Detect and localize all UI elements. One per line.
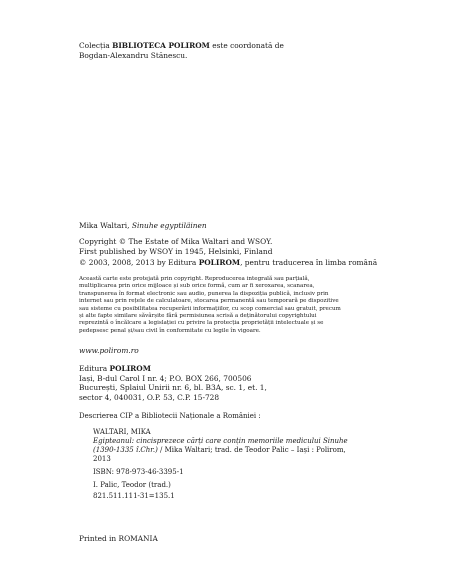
publisher-name: Editura POLIROM [79,364,151,373]
publisher-block [79,364,399,402]
legal-line: sau sisteme cu posibilitatea recuperării informațiilor, cu scop comercial sau gratuit, precum [79,305,341,312]
legal-notice [79,276,395,335]
website [79,346,399,356]
cip-heading: Descrierea CIP a Bibliotecii Naționale a României : [79,412,261,420]
cip-author: WALTARI, MIKA [93,428,151,436]
legal-line: reprezintă o încălcare a legislației cu privire la protecția proprietății intelectuale și se [79,320,324,327]
publisher-address-2: București, Splaiul Unirii nr. 6, bl. B3A, sc. 1, et. 1, [79,383,267,393]
publisher-address-3: sector 4, 040031, O.P. 53, C.P. 15-728 [79,392,220,402]
cip-classification: 821.511.111-31=135.1 [93,492,175,500]
website-url: www.polirom.ro [79,346,139,355]
copyright-line-3: © 2003, 2008, 2013 by Editura POLIROM, pentru traducerea în limba română [79,258,378,268]
publisher-address-1: Iași, B-dul Carol I nr. 4; P.O. BOX 266, 700506 [79,373,252,383]
cip-translator: I. Palic, Teodor (trad.) [93,481,171,489]
cip-title-line-1: Egipteanul: cincisprezece cărți care conțin memoriile medicului Sinuhe [93,437,348,445]
legal-line: multiplicarea prin orice mijloace și sub orice formă, cum ar fi xeroxarea, scanarea, [79,283,315,290]
original-book-title: Sinuhe egyptiläinen [131,221,207,230]
original-title [79,221,399,231]
original-author: Mika Waltari, [79,221,132,230]
series-name: BIBLIOTECA POLIROM [112,41,210,50]
series-note-line-1: Colecția BIBLIOTECA POLIROM este coordonată de [79,41,284,50]
legal-line: Această carte este protejată prin copyright. Reproducerea integrală sau parțială, [79,276,310,282]
copyright-line-2: First published by WSOY in 1945, Helsinki, Finland [79,246,273,256]
cip-entry [93,428,393,501]
printed-in: Printed in ROMANIA [79,534,158,543]
legal-line: pedepsesc penal și/sau civil în conformitate cu legile în vigoare. [79,327,261,334]
legal-line: transpunerea în format electronic sau audio, punerea la dispoziția publică, inclusiv prin [79,290,329,297]
printed-country: ROMANIA [118,534,158,543]
series-note [79,41,399,60]
series-note-line-2: Bogdan-Alexandru Stănescu. [79,50,188,60]
cip-title-line-3: 2013 [93,455,111,463]
legal-line: internet sau prin rețele de calculatoare, stocarea permanentă sau temporară pe dispozitive [79,298,339,305]
cip-heading-block [79,412,399,421]
copyright-line-1: Copyright © The Estate of Mika Waltari and WSOY. [79,237,273,246]
cip-isbn: ISBN: 978-973-46-3395-1 [93,468,184,476]
copyright-block [79,237,399,268]
legal-line: și alte fapte similare săvârșite fără permisiunea scrisă a deținătorului copyrightului [79,313,317,320]
cip-title-line-2: (1390-1335 î.Chr.) / Mika Waltari; trad. de Teodor Palic – Iași : Polirom, [93,446,346,454]
